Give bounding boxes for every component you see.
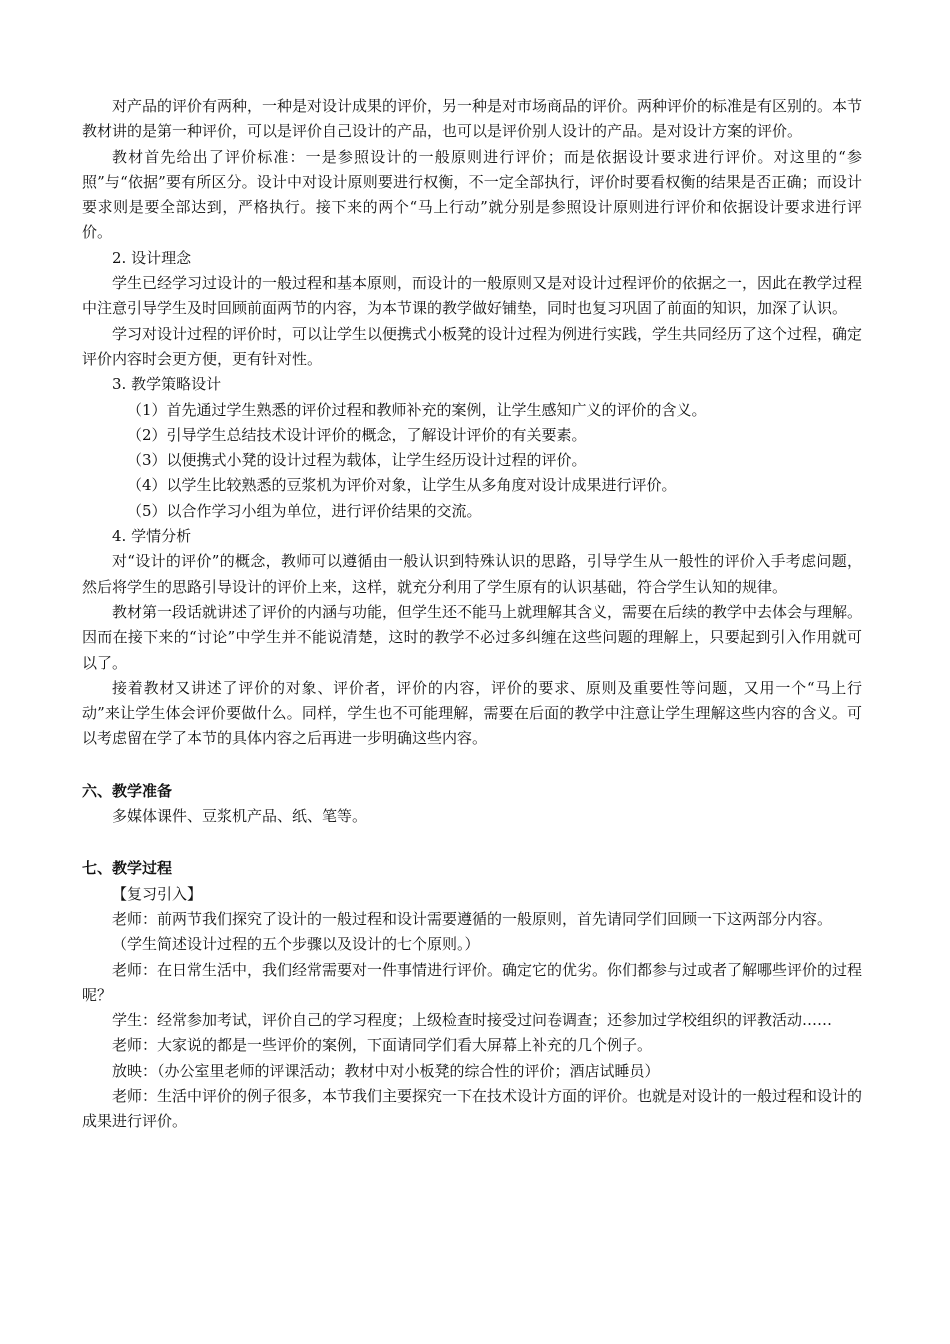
dialogue-line: 老师：前两节我们探究了设计的一般过程和设计需要遵循的一般原则，首先请同学们回顾一下这两部分内容。 <box>112 909 833 928</box>
document-page <box>82 94 862 1135</box>
dialogue-line: 老师：生活中评价的例子很多，本节我们主要探究一下在技术设计方面的评价。也就是对设计的一般过程和设计的成果进行评价。 <box>82 1086 863 1131</box>
dialogue-line: （学生简述设计过程的五个步骤以及设计的七个原则。） <box>112 935 480 954</box>
dialogue-line: 老师：在日常生活中，我们经常需要对一件事情进行评价。确定它的优劣。你们都参与过或者了解哪些评价的过程呢？ <box>82 960 863 1004</box>
dialogue-line: 放映：（办公室里老师的评课活动；教材中对小板凳的综合性的评价；酒店试睡员） <box>112 1061 660 1080</box>
paragraph-evaluation-standards: 教材首先给出了评价标准：一是参照设计的一般原则进行评价；而是依据设计要求进行评价。对这里的“参照”与“依据”要有所区分。设计中对设计原则要进行权衡，不一定全部执行，评价时要看权衡的结果是否正确；而设计要求则是要全部达到，严格执行。接下来的两个“马上行动”就分别是参照设计原则进行评价和依据设计要求进行评价。 <box>82 147 862 242</box>
paragraph-evaluation-types: 对产品的评价有两种，一种是对设计成果的评价，另一种是对市场商品的评价。两种评价的标准是有区别的。本节教材讲的是第一种评价，可以是评价自己设计的产品，也可以是评价别人设计的产品。是对设计方案的评价。 <box>82 97 863 141</box>
paragraph-preparation: 多媒体课件、豆浆机产品、纸、笔等。 <box>112 807 368 826</box>
paragraph-learner-analysis-2: 教材第一段话就讲述了评价的内涵与功能，但学生还不能马上就理解其含义，需要在后续的教学中去体会与理解。因而在接下来的“讨论”中学生并不能说清楚，这时的教学不必过多纠缠在这些问题的理解上，只要起到引入作用就可以了。 <box>82 602 863 672</box>
section-spacer <box>82 752 862 779</box>
paragraph-learner-analysis-1: 对“设计的评价”的概念，教师可以遵循由一般认识到特殊认识的思路，引导学生从一般性的评价入手考虑问题，然后将学生的思路引导设计的评价上来，这样，就充分利用了学生原有的认识基础，符合学生认知的规律。 <box>82 552 862 596</box>
list-item: （1）首先通过学生熟悉的评价过程和教师补充的案例，让学生感知广义的评价的含义。 <box>127 400 707 419</box>
dialogue-line: 学生：经常参加考试，评价自己的学习程度；上级检查时接受过问卷调查；还参加过学校组织的评教活动…… <box>112 1011 833 1030</box>
paragraph-design-concept-1: 学生已经学习过设计的一般过程和基本原则，而设计的一般原则又是对设计过程评价的依据之一，因此在教学过程中注意引导学生及时回顾前面两节的内容，为本节课的教学做好铺垫，同时也复习巩固了前面的知识，加深了认识。 <box>82 274 863 318</box>
list-item: （3）以便携式小凳的设计过程为载体，让学生经历设计过程的评价。 <box>127 451 587 470</box>
paragraph-learner-analysis-3: 接着教材又讲述了评价的对象、评价者，评价的内容，评价的要求、原则及重要性等问题，又用一个“马上行动”来让学生体会评价要做什么。同样，学生也不可能理解，需要在后面的教学中注意让学生理解这些内容的含义。可以考虑留在学了本节的具体内容之后再进一步明确这些内容。 <box>82 678 862 748</box>
paragraph-design-concept-2: 学习对设计过程的评价时，可以让学生以便携式小板凳的设计过程为例进行实践，学生共同经历了这个过程，确定评价内容时会更方便，更有针对性。 <box>82 324 863 368</box>
subsection-title-teaching-strategy: 3. 教学策略设计 <box>112 375 222 394</box>
subsection-title-design-concept: 2. 设计理念 <box>112 248 192 267</box>
section-heading-process: 七、教学过程 <box>82 859 173 878</box>
subsection-title-learner-analysis: 4. 学情分析 <box>112 527 192 546</box>
section-spacer <box>82 829 862 856</box>
dialogue-line: 老师：大家说的都是一些评价的案例，下面请同学们看大屏幕上补充的几个例子。 <box>112 1036 653 1055</box>
list-item: （2）引导学生总结技术设计评价的概念，了解设计评价的有关要素。 <box>127 425 587 444</box>
list-item: （4）以学生比较熟悉的豆浆机为评价对象，让学生从多角度对设计成果进行评价。 <box>127 476 677 495</box>
list-item: （5）以合作学习小组为单位，进行评价结果的交流。 <box>127 501 482 520</box>
subsection-title-review: 【复习引入】 <box>112 884 203 903</box>
section-heading-preparation: 六、教学准备 <box>82 781 173 800</box>
